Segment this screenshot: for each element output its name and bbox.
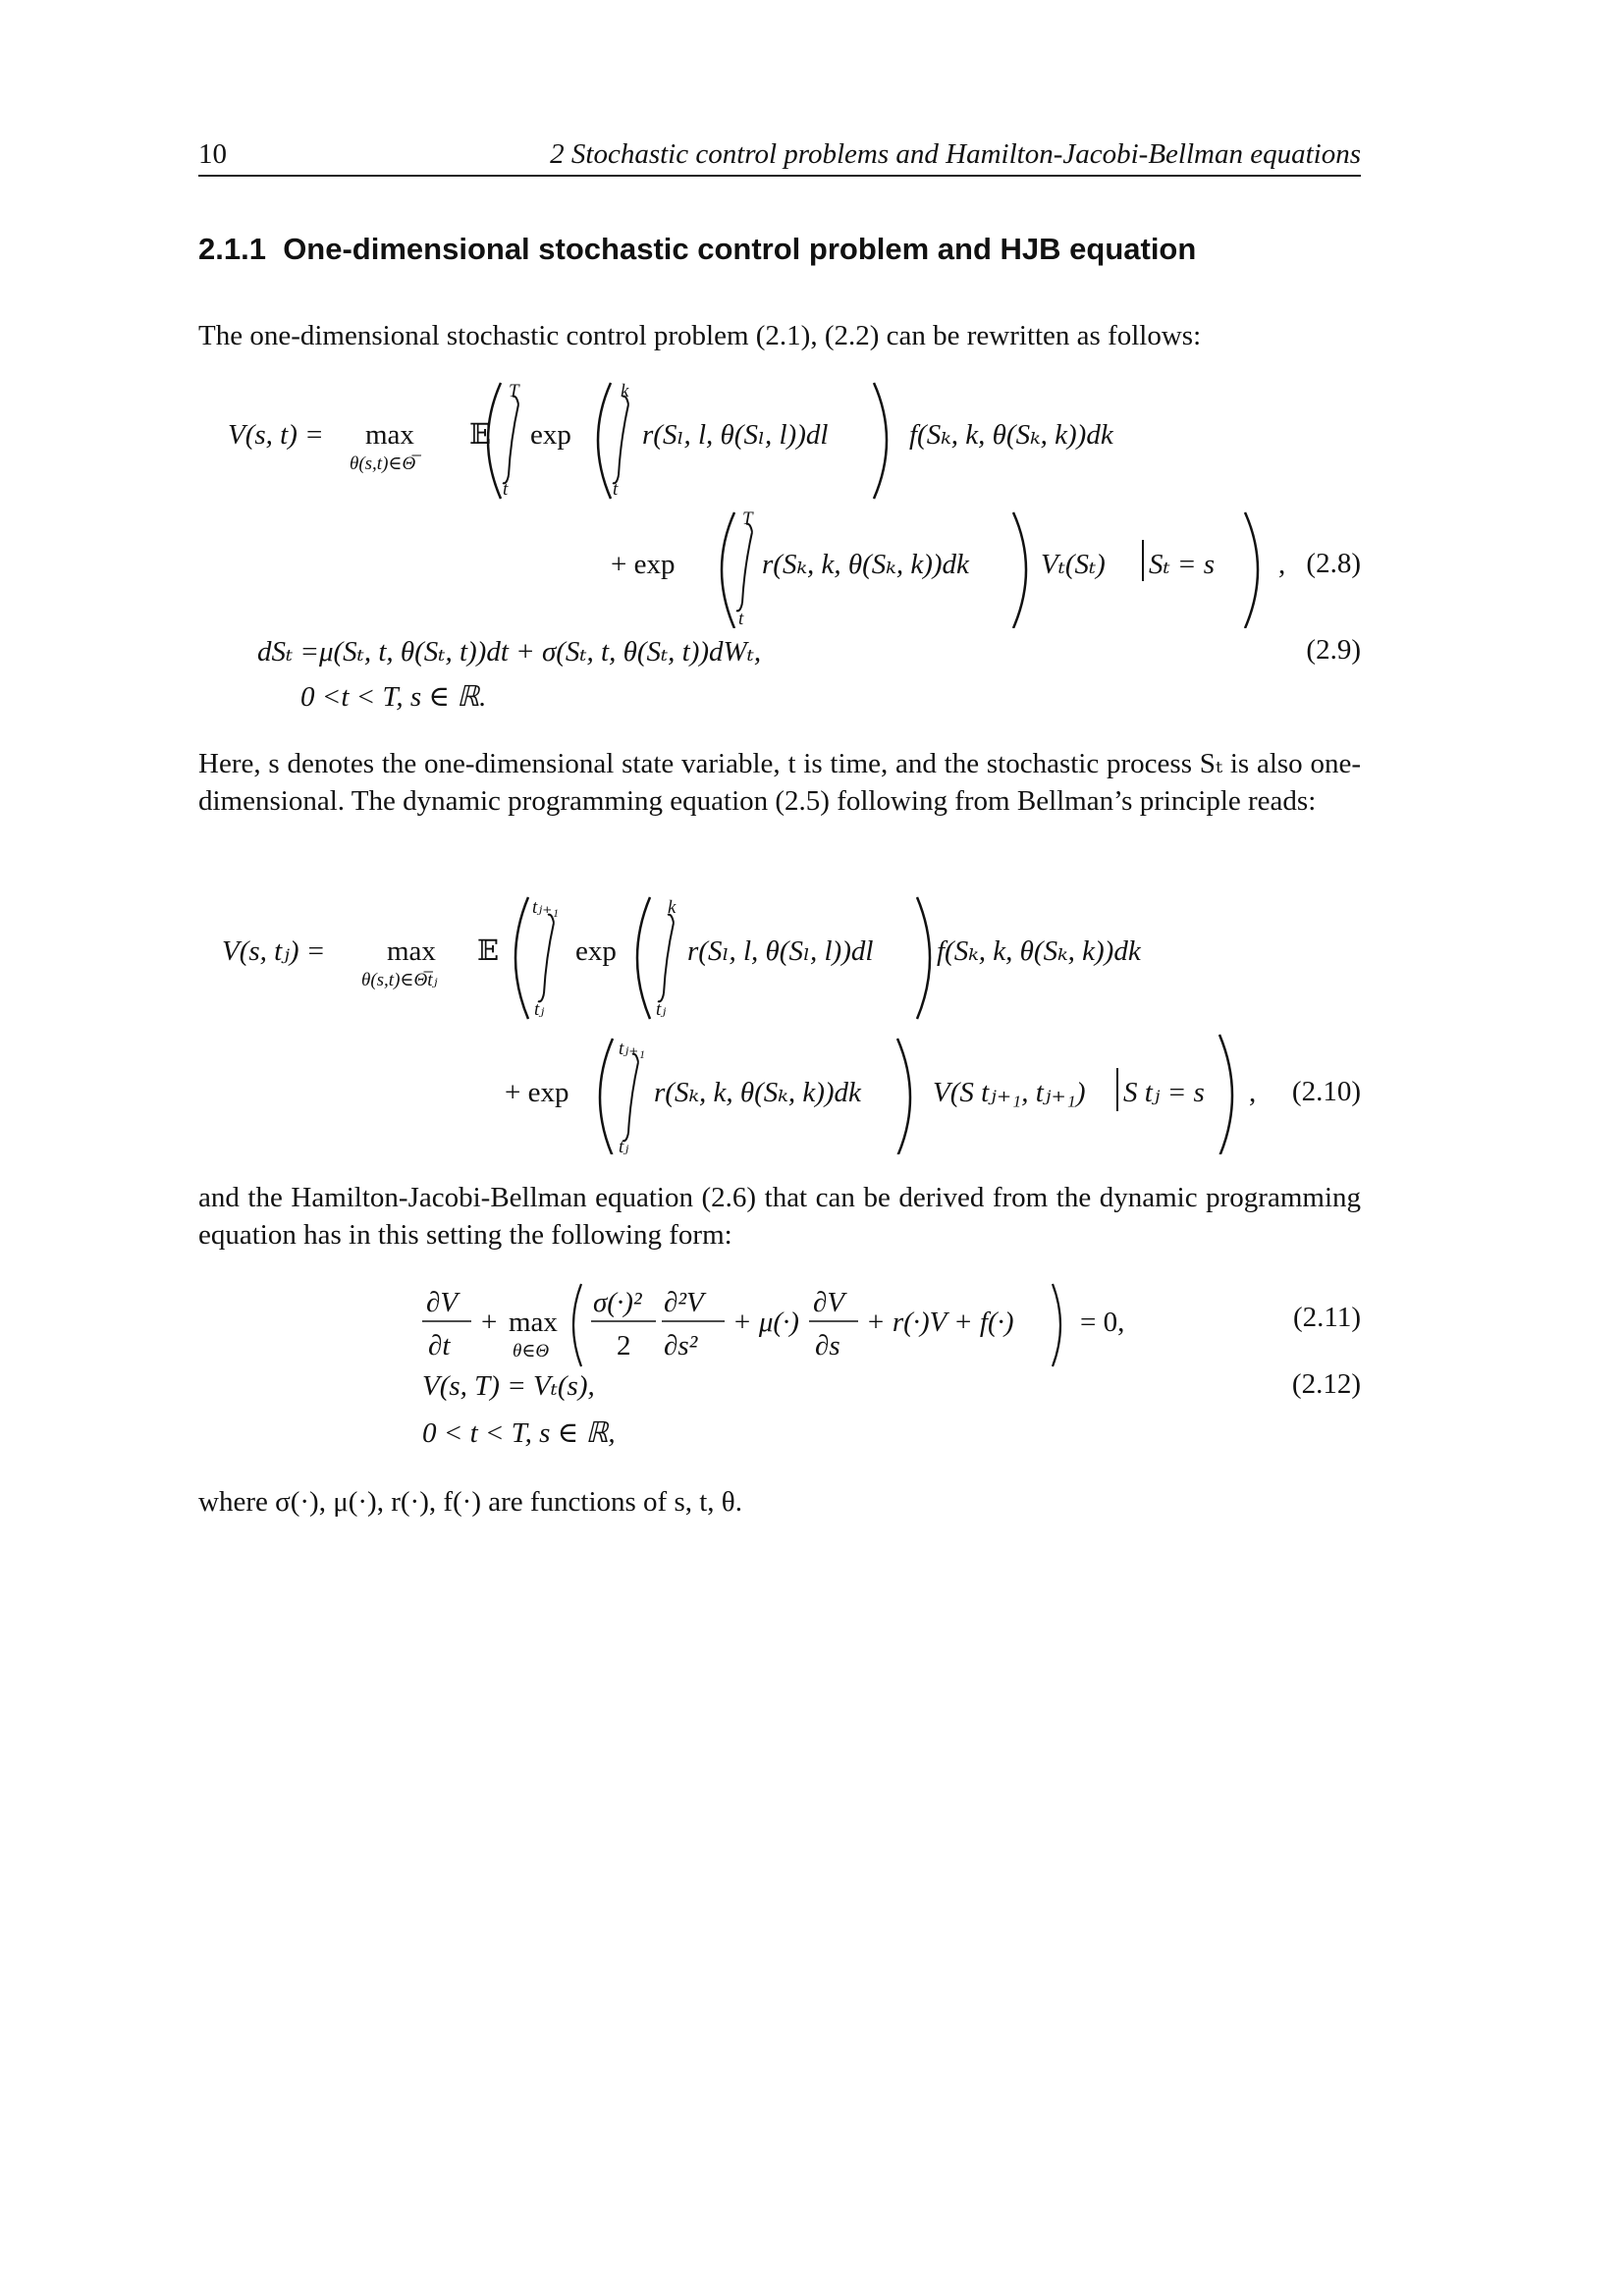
eq-2-10-exp: exp [575, 935, 617, 967]
running-title: 2 Stochastic control problems and Hamilton-Jacobi-Bellman equations [550, 138, 1361, 170]
eq-2-10-int-inner-upper: k [668, 897, 677, 918]
eq-2-11-plus: + [481, 1307, 498, 1338]
eq-2-8-paren2-open [722, 512, 734, 628]
eq-2-10-integrand-inner: r(Sₗ, l, θ(Sₗ, l))dl [687, 935, 874, 967]
eq-2-11-ds2: ∂s² [664, 1330, 698, 1362]
paragraph-where: where σ(·), μ(·), r(·), f(·) are functions of s, t, θ. [198, 1486, 742, 1518]
eq-2-10-int2-lower: tⱼ [619, 1137, 629, 1154]
eq-2-8-paren-inner-close [874, 383, 887, 499]
header-rule [198, 175, 1361, 177]
eq-2-8-integral-outer [503, 397, 518, 484]
eq-2-11-eq-zero: = 0, [1080, 1307, 1125, 1338]
equation-2-10 [198, 889, 1361, 1154]
section-title: One-dimensional stochastic control problem and HJB equation [283, 232, 1197, 266]
section-number: 2.1.1 [198, 232, 266, 266]
eq-2-11-ds: ∂s [815, 1330, 840, 1362]
eq-2-8-int-upper: T [509, 381, 519, 401]
eq-2-10-paren-open [515, 897, 528, 1019]
eq-2-8-lhs: V(s, t) = [228, 419, 324, 451]
eq-2-12-number: (2.12) [1291, 1368, 1361, 1400]
eq-2-9-line2: 0 <t < T, s ∈ ℝ. [300, 681, 487, 713]
eq-2-8-int2-lower: t [738, 609, 744, 628]
eq-2-10-integral-2 [623, 1054, 638, 1142]
eq-2-8-int2-upper: T [742, 508, 753, 529]
eq-2-8-int-inner-lower: t [613, 479, 619, 500]
eq-2-10-plus-exp: + exp [505, 1077, 569, 1108]
eq-2-10-paren2-close [897, 1039, 910, 1154]
eq-2-12-line2: 0 < t < T, s ∈ ℝ, [422, 1417, 616, 1449]
eq-2-10-integral-inner [658, 915, 674, 1002]
eq-2-10-int-inner-lower: tⱼ [656, 999, 667, 1020]
eq-2-8-terminal: Vₜ(Sₜ) [1041, 549, 1106, 580]
section-heading [198, 232, 1196, 267]
eq-2-8-max: max [365, 419, 414, 451]
eq-2-8-max-sub: θ(s,t)∈Θ̅ [350, 454, 416, 474]
eq-2-8-condition: Sₜ = s [1149, 549, 1216, 580]
eq-2-8-expect: 𝔼 [469, 419, 492, 451]
eq-2-10-int2-upper: tⱼ₊₁ [619, 1039, 645, 1059]
eq-2-8-integrand-outer: f(Sₖ, k, θ(Sₖ, k))dk [909, 419, 1113, 451]
eq-2-10-int-upper: tⱼ₊₁ [532, 897, 559, 918]
eq-2-11-number: (2.11) [1293, 1302, 1361, 1333]
eq-2-10-paren-inner-close [917, 897, 930, 1019]
eq-2-11-max: max [509, 1307, 558, 1338]
eq-2-10-paren2-open [600, 1039, 613, 1154]
eq-2-11-mu: + μ(·) [732, 1307, 799, 1338]
eq-2-10-max-sub: θ(s,t)∈Θ̅tⱼ [361, 970, 438, 990]
eq-2-8-integral-inner [613, 397, 628, 484]
paragraph-here: Here, s denotes the one-dimensional state variable, t is time, and the stochastic process Sₜ is also one-dimensional. The dynamic programming equation (2.5) following from Bellman’s principle reads: [198, 748, 1361, 817]
eq-2-8-integrand-2: r(Sₖ, k, θ(Sₖ, k))dk [762, 549, 969, 580]
eq-2-11-d2V: ∂²V [664, 1287, 704, 1318]
eq-2-11-dt: ∂t [428, 1330, 451, 1362]
eq-2-8-int-inner-upper: k [621, 381, 629, 401]
eq-2-11-two: 2 [617, 1330, 631, 1362]
eq-2-8-paren-inner-open [598, 383, 611, 499]
eq-2-11-max-sub: θ∈Θ [513, 1341, 550, 1362]
eq-2-11-paren-close [1053, 1284, 1060, 1366]
eq-2-8-plus-exp: + exp [611, 549, 676, 580]
eq-2-10-integral-outer [538, 915, 554, 1002]
eq-2-10-int-lower: tⱼ [534, 999, 545, 1020]
eq-2-11-dV: ∂V [426, 1287, 459, 1318]
eq-2-10-max: max [387, 935, 436, 967]
eq-2-8-int-lower: t [503, 479, 509, 500]
eq-2-10-integrand-outer: f(Sₖ, k, θ(Sₖ, k))dk [937, 935, 1141, 967]
eq-2-10-condition: S tⱼ = s [1123, 1077, 1205, 1108]
eq-2-11-rest: + r(·)V + f(·) [866, 1307, 1014, 1338]
eq-2-10-lhs: V(s, tⱼ) = [222, 935, 326, 967]
eq-2-8-integral-2 [736, 524, 752, 612]
eq-2-9-line1: dSₜ =μ(Sₜ, t, θ(Sₜ, t))dt + σ(Sₜ, t, θ(Sₜ, t))dWₜ, [257, 636, 762, 667]
eq-2-11-sigma: σ(·)² [593, 1287, 642, 1318]
eq-2-8-comma: , [1278, 549, 1286, 580]
eq-2-10-comma: , [1249, 1077, 1257, 1108]
eq-2-8-paren2-close [1013, 512, 1026, 628]
page-number: 10 [198, 138, 227, 170]
paragraph-hjb: and the Hamilton-Jacobi-Bellman equation (2.6) that can be derived from the dynamic programming equation has in this setting the following form: [198, 1182, 1361, 1251]
eq-2-8-integrand-inner: r(Sₗ, l, θ(Sₗ, l))dl [642, 419, 829, 451]
eq-2-9-number: (2.9) [1306, 634, 1361, 666]
eq-2-10-continuation: V(S tⱼ₊₁, tⱼ₊₁) [933, 1077, 1086, 1108]
eq-2-10-paren-inner-open [637, 897, 650, 1019]
eq-2-10-expect: 𝔼 [477, 935, 500, 967]
eq-2-10-number: (2.10) [1291, 1076, 1361, 1107]
eq-2-8-number: (2.8) [1306, 548, 1361, 579]
paragraph-intro: The one-dimensional stochastic control problem (2.1), (2.2) can be rewritten as follows: [198, 320, 1202, 351]
equation-2-8 [198, 373, 1361, 628]
equation-2-11 [412, 1276, 1159, 1374]
eq-2-8-exp: exp [530, 419, 571, 451]
eq-2-10-paren-close [1219, 1035, 1232, 1154]
eq-2-12-line1: V(s, T) = Vₜ(s), [422, 1370, 595, 1402]
eq-2-11-paren-open [573, 1284, 581, 1366]
eq-2-10-integrand-2: r(Sₖ, k, θ(Sₖ, k))dk [654, 1077, 861, 1108]
eq-2-8-paren-close [1245, 512, 1258, 628]
eq-2-11-dV2: ∂V [813, 1287, 845, 1318]
